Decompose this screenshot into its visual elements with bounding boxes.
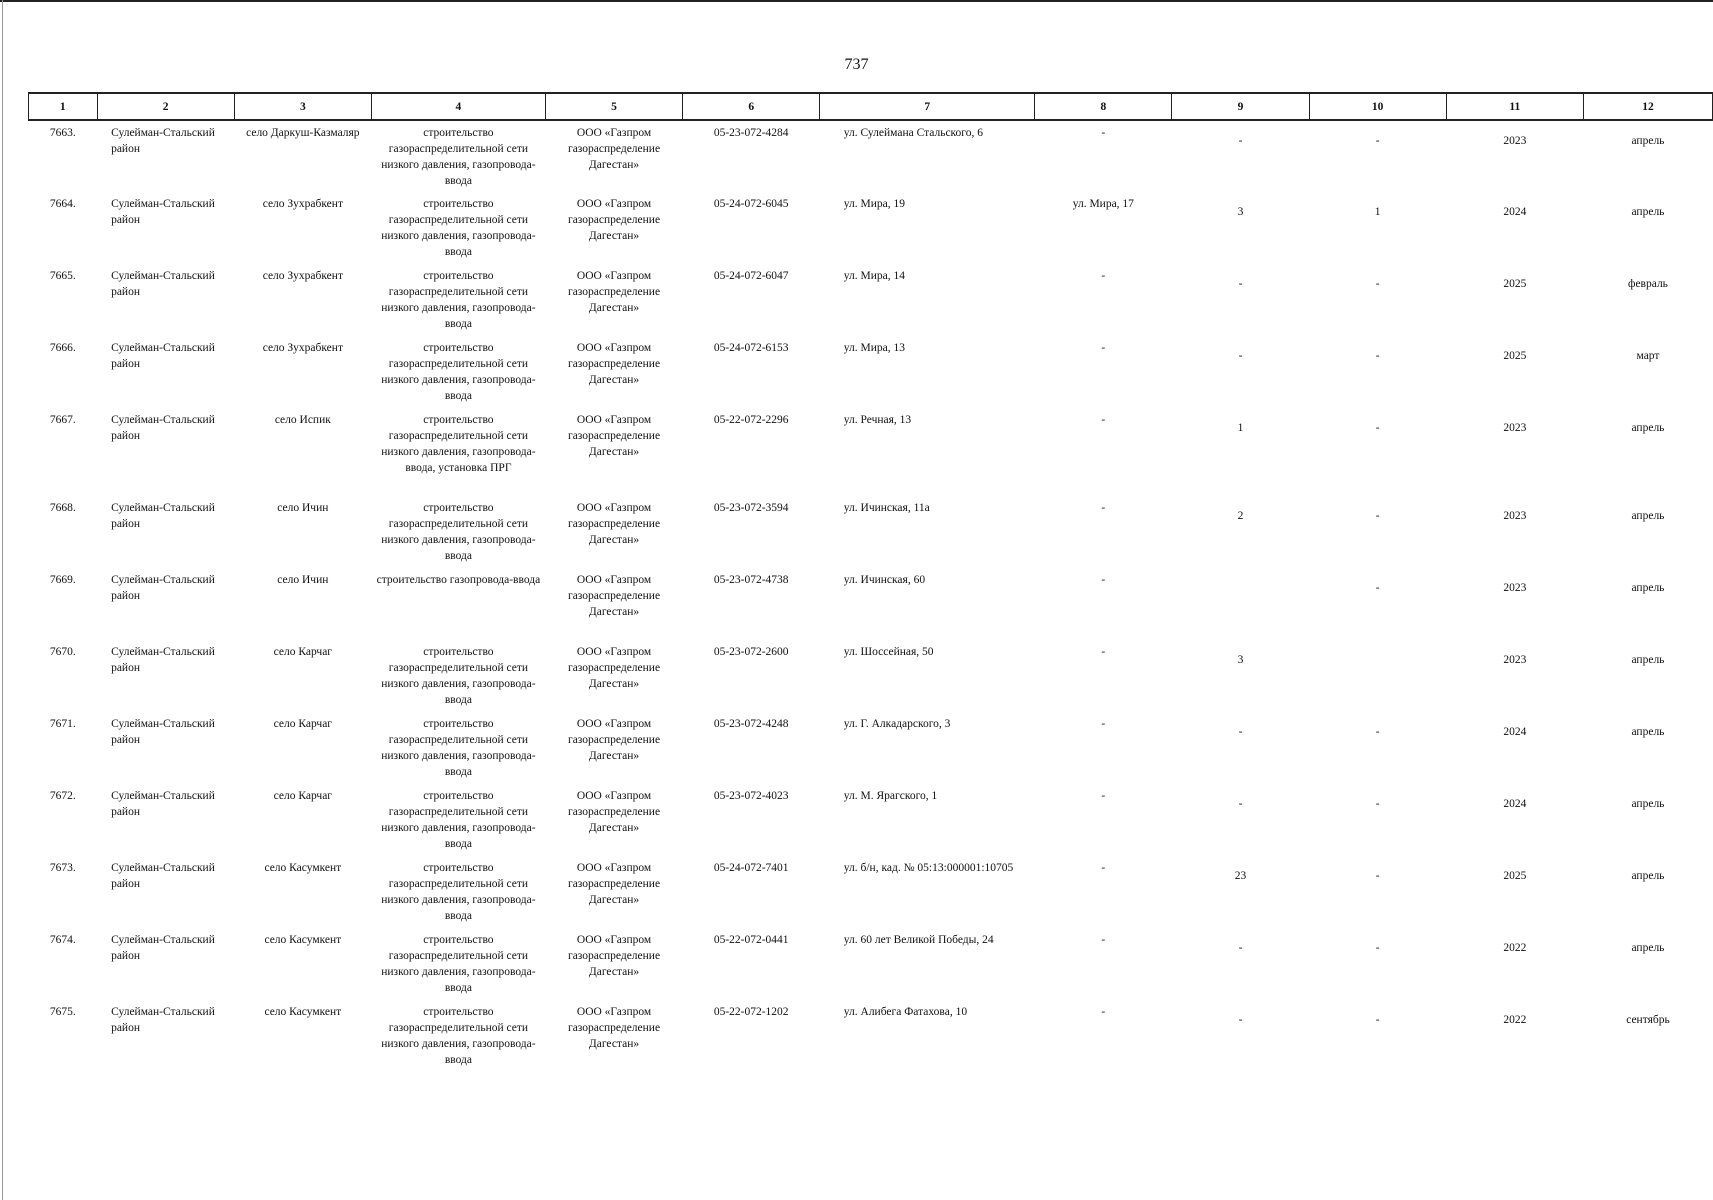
table-cell-col-1: 7674. [49,934,76,946]
table-cell-col-7: ул. Мира, 13 [843,342,905,354]
table-cell-col-1: 7673. [49,862,76,874]
table-cell-col-7: ул. Ичинская, 60 [843,574,926,586]
page-number: 737 [844,56,869,73]
table-cell-col-7: ул. Алибега Фатахова, 10 [843,1006,968,1018]
table-row [29,928,1713,1000]
table-row [29,192,1713,264]
table-cell-col-4: строительство газораспределительной сети низкого давления, газопровода-ввода [381,342,536,402]
table-cell-col-11: 2023 [1503,654,1527,666]
table-cell-col-1: 7671. [49,718,76,730]
column-header-6: 6 [683,93,820,120]
table-cell-col-6: 05-23-072-4738 [713,574,789,586]
table-cell-col-7: ул. Мира, 19 [843,198,905,210]
table-cell-col-9: - [1238,350,1243,362]
table-cell-col-1: 7665. [49,270,76,282]
table-cell-col-12: апрель [1631,135,1665,147]
table-cell-col-1: 7668. [49,502,76,514]
table-cell-col-3: село Касумкент [264,934,342,946]
table-cell-col-3: село Даркуш-Казмаляр [246,127,360,139]
table-row [29,856,1713,928]
table-cell-col-8: - [1101,502,1106,514]
table-cell-col-11: 2023 [1503,510,1527,522]
table-cell-col-11: 2024 [1503,206,1527,218]
table-cell-col-3: село Зухрабкент [262,198,343,210]
table-cell-col-10: - [1375,510,1380,522]
table-cell-col-12: апрель [1631,798,1665,810]
column-header-9: 9 [1172,93,1309,120]
table-cell-col-6: 05-22-072-2296 [713,414,789,426]
table-cell-col-2: Сулейман-Стальский район [111,862,215,890]
table-cell-col-2: Сулейман-Стальский район [111,718,215,746]
table-cell-col-2: Сулейман-Стальский район [111,270,215,298]
table-cell-col-8: - [1101,414,1106,426]
table-cell-col-10: - [1375,726,1380,738]
table-cell-col-3: село Касумкент [264,1006,342,1018]
table-cell-col-9: - [1238,1014,1243,1026]
table-cell-col-8: ул. Мира, 17 [1072,198,1134,210]
table-cell-col-12: март [1636,350,1660,362]
table-cell-col-9: 1 [1237,422,1244,434]
table-cell-col-1: 7669. [49,574,76,586]
table-cell-col-11: 2023 [1503,135,1527,147]
table-cell-col-1: 7670. [49,646,76,658]
table-cell-col-2: Сулейман-Стальский район [111,127,215,155]
column-header-5: 5 [545,93,682,120]
table-cell-col-8: - [1101,646,1106,658]
table-cell-col-3: село Зухрабкент [262,342,343,354]
table-cell-col-11: 2022 [1503,942,1527,954]
table-cell-col-12: апрель [1631,870,1665,882]
table-cell-col-8: - [1101,934,1106,946]
table-cell-col-6: 05-24-072-6045 [713,198,789,210]
table-cell-col-1: 7663. [49,127,76,139]
table-cell-col-12: апрель [1631,422,1665,434]
table-cell-col-4: строительство газораспределительной сети низкого давления, газопровода-ввода [381,198,536,258]
table-header [29,93,1713,120]
table-cell-col-1: 7666. [49,342,76,354]
table-cell-col-12: апрель [1631,726,1665,738]
table-cell-col-1: 7667. [49,414,76,426]
table-cell-col-8: - [1101,790,1106,802]
table-cell-col-11: 2025 [1503,350,1527,362]
table-cell-col-7: ул. б/н, кад. № 05:13:000001:10705 [843,862,1014,874]
table-cell-col-8: - [1101,342,1106,354]
table-cell-col-8: - [1101,127,1106,139]
table-cell-col-6: 05-22-072-1202 [713,1006,789,1018]
table-cell-col-11: 2025 [1503,870,1527,882]
table-cell-col-9: 2 [1237,510,1244,522]
table-row [29,264,1713,336]
table-cell-col-12: апрель [1631,582,1665,594]
table-cell-col-5: ООО «Газпром газораспределение Дагестан» [567,934,661,978]
table-cell-col-3: село Карчаг [273,646,333,658]
table-cell-col-6: 05-22-072-0441 [713,934,789,946]
table-cell-col-3: село Ичин [277,502,329,514]
table-cell-col-1: 7664. [49,198,76,210]
table-cell-col-9: 23 [1234,870,1247,882]
table-cell-col-5: ООО «Газпром газораспределение Дагестан» [567,198,661,242]
table-cell-col-2: Сулейман-Стальский район [111,790,215,818]
table-cell-col-7: ул. Мира, 14 [843,270,905,282]
table-cell-col-12: апрель [1631,206,1665,218]
table-cell-col-3: село Карчаг [273,790,333,802]
table-cell-col-3: село Зухрабкент [262,270,343,282]
table-cell-col-4: строительство газораспределительной сети низкого давления, газопровода-ввода [381,790,536,850]
table-cell-col-3: село Касумкент [264,862,342,874]
table-cell-col-8: - [1101,270,1106,282]
table-cell-col-2: Сулейман-Стальский район [111,502,215,530]
table-cell-col-6: 05-23-072-2600 [713,646,789,658]
table-cell-col-5: ООО «Газпром газораспределение Дагестан» [567,862,661,906]
table-cell-col-5: ООО «Газпром газораспределение Дагестан» [567,574,661,618]
table-cell-col-9: - [1238,726,1243,738]
table-cell-col-4: строительство газораспределительной сети низкого давления, газопровода-ввода [381,934,536,994]
table-cell-col-5: ООО «Газпром газораспределение Дагестан» [567,1006,661,1050]
table-cell-col-3: село Карчаг [273,718,333,730]
table-cell-col-5: ООО «Газпром газораспределение Дагестан» [567,718,661,762]
column-header-3: 3 [234,93,371,120]
column-header-2: 2 [97,93,234,120]
table-row [29,120,1713,192]
table-cell-col-4: строительство газораспределительной сети низкого давления, газопровода-ввода, установка ПРГ [381,414,536,474]
table-cell-col-10: - [1375,870,1380,882]
column-header-10: 10 [1309,93,1446,120]
table-cell-col-2: Сулейман-Стальский район [111,342,215,370]
table-cell-col-7: ул. 60 лет Великой Победы, 24 [843,934,994,946]
table-cell-col-9: 3 [1237,206,1244,218]
table-cell-col-6: 05-23-072-4248 [713,718,789,730]
table-cell-col-2: Сулейман-Стальский район [111,414,215,442]
table-cell-col-6: 05-23-072-4284 [713,127,789,139]
table-cell-col-7: ул. М. Ярагского, 1 [843,790,938,802]
table-cell-col-7: ул. Сулеймана Стальского, 6 [843,127,983,139]
table-cell-col-9 [1172,568,1309,640]
table-cell-col-4: строительство газопровода-ввода [376,574,541,586]
table-cell-col-9: - [1238,135,1243,147]
table-cell-col-10: - [1375,798,1380,810]
table-row [29,408,1713,496]
table-cell-col-4: строительство газораспределительной сети низкого давления, газопровода-ввода [381,646,536,706]
table-cell-col-10: - [1375,135,1380,147]
column-header-11: 11 [1446,93,1583,120]
table-cell-col-4: строительство газораспределительной сети низкого давления, газопровода-ввода [381,502,536,562]
table-cell-col-1: 7675. [49,1006,76,1018]
table-cell-col-12: апрель [1631,942,1665,954]
table-row [29,784,1713,856]
table-cell-col-9: 3 [1237,654,1244,666]
table-cell-col-12: сентябрь [1626,1014,1670,1026]
table-cell-col-12: апрель [1631,654,1665,666]
table-cell-col-10: - [1375,942,1380,954]
table-cell-col-10 [1309,640,1446,712]
table-cell-col-7: ул. Г. Алкадарского, 3 [843,718,951,730]
table-cell-col-8: - [1101,574,1106,586]
table-cell-col-11: 2023 [1503,422,1527,434]
table-cell-col-5: ООО «Газпром газораспределение Дагестан» [567,414,661,458]
table-cell-col-1: 7672. [49,790,76,802]
table-cell-col-11: 2024 [1503,798,1527,810]
table-row [29,712,1713,784]
table-cell-col-3: село Испик [274,414,331,426]
table-cell-col-11: 2022 [1503,1014,1527,1026]
left-border-line [2,0,3,1200]
table-row [29,496,1713,568]
table-cell-col-5: ООО «Газпром газораспределение Дагестан» [567,790,661,834]
table-cell-col-4: строительство газораспределительной сети низкого давления, газопровода-ввода [381,270,536,330]
table-row [29,568,1713,640]
table-cell-col-5: ООО «Газпром газораспределение Дагестан» [567,270,661,314]
table-cell-col-10: - [1375,350,1380,362]
table-cell-col-9: - [1238,278,1243,290]
table-cell-col-11: 2025 [1503,278,1527,290]
table-cell-col-2: Сулейман-Стальский район [111,198,215,226]
table-cell-col-10: - [1375,582,1380,594]
table-cell-col-10: - [1375,422,1380,434]
column-header-4: 4 [371,93,545,120]
table-cell-col-5: ООО «Газпром газораспределение Дагестан» [567,502,661,546]
table-cell-col-12: февраль [1628,278,1668,290]
table-cell-col-7: ул. Шоссейная, 50 [843,646,934,658]
table-cell-col-6: 05-23-072-4023 [713,790,789,802]
column-header-12: 12 [1583,93,1712,120]
table-cell-col-2: Сулейман-Стальский район [111,574,215,602]
header-row [29,93,1713,120]
table-cell-col-10: - [1375,1014,1380,1026]
table-cell-col-6: 05-24-072-6153 [713,342,789,354]
table-cell-col-7: ул. Ичинская, 11а [843,502,930,514]
column-header-1: 1 [29,93,98,120]
table-cell-col-6: 05-24-072-6047 [713,270,789,282]
table-cell-col-5: ООО «Газпром газораспределение Дагестан» [567,342,661,386]
table-cell-col-4: строительство газораспределительной сети низкого давления, газопровода-ввода [381,127,536,187]
table-cell-col-11: 2023 [1503,582,1527,594]
table-cell-col-5: ООО «Газпром газораспределение Дагестан» [567,646,661,690]
table-cell-col-2: Сулейман-Стальский район [111,1006,215,1034]
table-cell-col-6: 05-23-072-3594 [713,502,789,514]
table-cell-col-4: строительство газораспределительной сети низкого давления, газопровода-ввода [381,718,536,778]
column-header-8: 8 [1035,93,1172,120]
table-cell-col-10: 1 [1374,206,1381,218]
top-border-line [0,0,1713,2]
table-cell-col-5: ООО «Газпром газораспределение Дагестан» [567,127,661,171]
register-table [28,92,1713,1072]
table-row [29,640,1713,712]
table-cell-col-9: - [1238,942,1243,954]
table-cell-col-12: апрель [1631,510,1665,522]
table-cell-col-7: ул. Речная, 13 [843,414,912,426]
table-cell-col-10: - [1375,278,1380,290]
table-cell-col-2: Сулейман-Стальский район [111,646,215,674]
column-header-7: 7 [820,93,1035,120]
table-cell-col-8: - [1101,718,1106,730]
table-cell-col-2: Сулейман-Стальский район [111,934,215,962]
table-cell-col-4: строительство газораспределительной сети низкого давления, газопровода-ввода [381,862,536,922]
table-cell-col-9: - [1238,798,1243,810]
table-row [29,1000,1713,1072]
table-cell-col-8: - [1101,1006,1106,1018]
table-cell-col-3: село Ичин [277,574,329,586]
table-cell-col-4: строительство газораспределительной сети низкого давления, газопровода-ввода [381,1006,536,1066]
table-cell-col-6: 05-24-072-7401 [713,862,789,874]
table-row [29,336,1713,408]
table-body [29,120,1713,1072]
table-cell-col-11: 2024 [1503,726,1527,738]
table-cell-col-8: - [1101,862,1106,874]
